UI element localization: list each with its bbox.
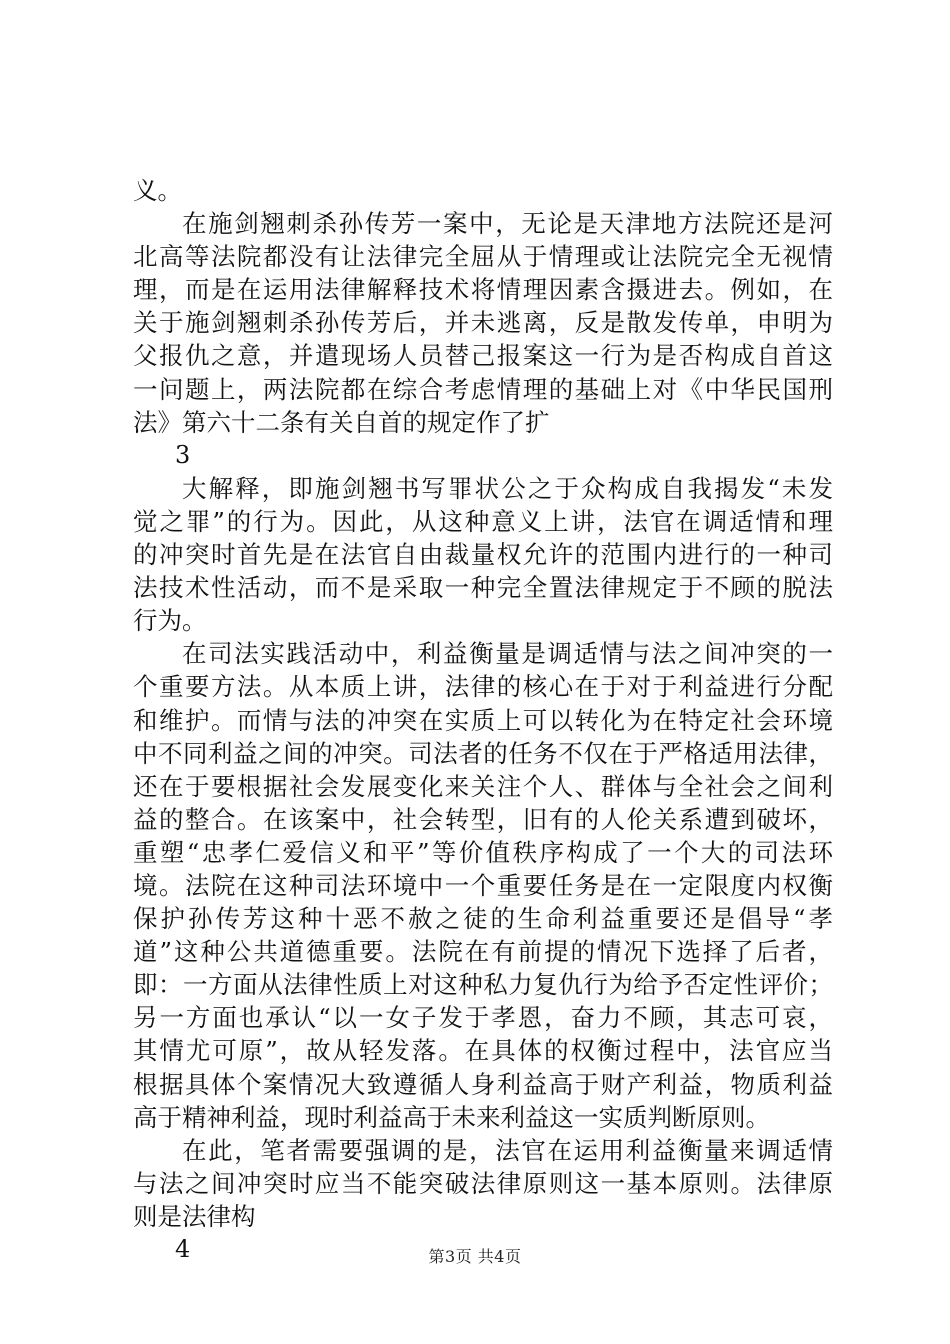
text-line: 还在于要根据社会发展变化来关注个人、群体与全社会之间利 — [133, 771, 833, 801]
text-line: 境。法院在这种司法环境中一个重要任务是在一定限度内权衡 — [133, 870, 833, 900]
text-line: 其情尤可原”，故从轻发落。在具体的权衡过程中，法官应当 — [133, 1036, 833, 1066]
text-line: 义。 — [133, 176, 182, 205]
text-line: 觉之罪”的行为。因此，从这种意义上讲，法官在调适情和理 — [133, 506, 833, 536]
text-line: 法技术性活动，而不是采取一种完全置法律规定于不顾的脱法 — [133, 573, 833, 603]
text-line: 道”这种公共道德重要。法院在有前提的情况下选择了后者， — [133, 937, 833, 967]
text-line: 根据具体个案情况大致遵循人身利益高于财产利益，物质利益 — [133, 1069, 833, 1099]
text-line: 行为。 — [133, 606, 207, 636]
text-line: 即：一方面从法律性质上对这种私力复仇行为给予否定性评价； — [133, 970, 833, 1000]
text-line: 理，而是在运用法律解释技术将情理因素含摄进去。例如，在 — [133, 275, 833, 305]
text-line: 中不同利益之间的冲突。司法者的任务不仅在于严格适用法律， — [133, 738, 833, 768]
text-line: 父报仇之意，并遣现场人员替己报案这一行为是否构成自首这 — [133, 341, 833, 371]
text-line: 在施剑翘刺杀孙传芳一案中，无论是天津地方法院还是河 — [182, 209, 833, 239]
text-line: 一问题上，两法院都在综合考虑情理的基础上对《中华民国刑 — [133, 374, 833, 404]
text-line: 与法之间冲突时应当不能突破法律原则这一基本原则。法律原 — [133, 1168, 833, 1198]
text-line: 在此，笔者需要强调的是，法官在运用利益衡量来调适情 — [182, 1135, 833, 1165]
text-line: 保护孙传芳这种十恶不赦之徒的生命利益重要还是倡导“孝 — [133, 904, 833, 934]
text-line: 北高等法院都没有让法律完全屈从于情理或让法院完全无视情 — [133, 242, 833, 272]
text-line: 则是法律构 — [133, 1201, 256, 1231]
footnote-marker: 4 — [175, 1235, 191, 1263]
text-line: 高于精神利益，现时利益高于未来利益这一实质判断原则。 — [133, 1102, 770, 1132]
text-line: 益的整合。在该案中，社会转型，旧有的人伦关系遭到破坏， — [133, 804, 833, 834]
footnote-marker: 3 — [175, 440, 191, 469]
text-line: 法》第六十二条有关自首的规定作了扩 — [133, 407, 550, 437]
body-text — [133, 174, 833, 1266]
text-line: 大解释，即施剑翘书写罪状公之于众构成自我揭发“未发 — [182, 473, 833, 503]
text-line: 重塑“忠孝仁爱信义和平”等价值秩序构成了一个大的司法环 — [133, 837, 833, 867]
text-line: 个重要方法。从本质上讲，法律的核心在于对于利益进行分配 — [133, 672, 833, 702]
text-line: 关于施剑翘刺杀孙传芳后，并未逃离，反是散发传单，申明为 — [133, 308, 833, 338]
text-line: 在司法实践活动中，利益衡量是调适情与法之间冲突的一 — [182, 639, 833, 669]
text-line: 的冲突时首先是在法官自由裁量权允许的范围内进行的一种司 — [133, 540, 833, 570]
page-footer: 第3页 共4页 — [428, 1247, 522, 1266]
text-line: 和维护。而情与法的冲突在实质上可以转化为在特定社会环境 — [133, 705, 833, 735]
text-line: 另一方面也承认“以一女子发于孝恩，奋力不顾，其志可哀， — [133, 1003, 833, 1033]
